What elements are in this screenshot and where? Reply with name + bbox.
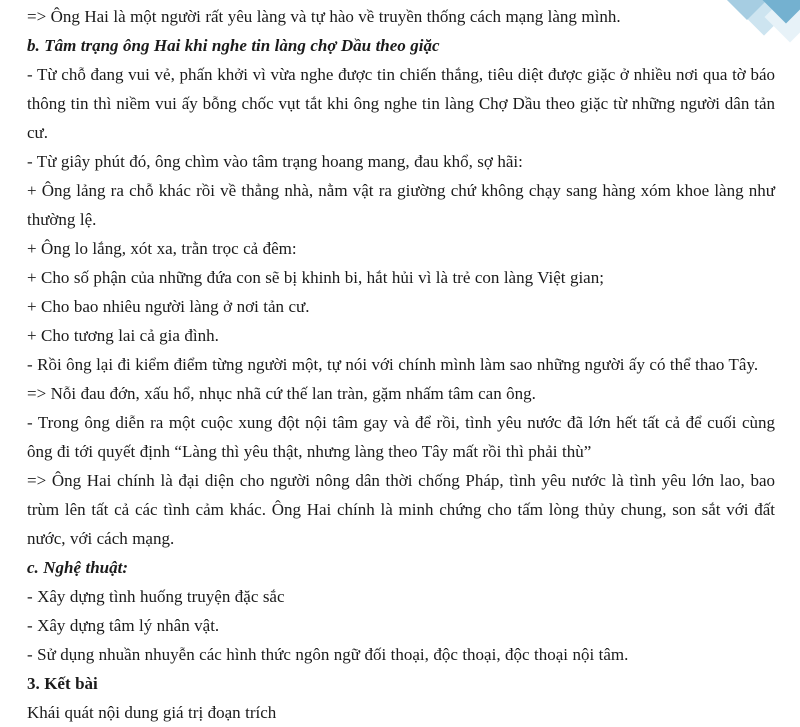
paragraph: + Cho bao nhiêu người làng ở nơi tản cư. <box>27 297 310 316</box>
paragraph: => Ông Hai là một người rất yêu làng và tự hào về truyền thống cách mạng làng mình. <box>27 7 621 26</box>
section-heading: c. Nghệ thuật: <box>27 558 128 577</box>
paragraph: - Trong ông diễn ra một cuộc xung đột nội tâm gay và để rồi, tình yêu nước đã lớn hết tất cả để cuối cùng ông đi tới quyết định “Làng thì yêu thật, nhưng làng theo Tây mất rồi thì phải thù” <box>27 413 775 461</box>
paragraph: => Nỗi đau đớn, xấu hổ, nhục nhã cứ thế lan tràn, gặm nhấm tâm can ông. <box>27 384 536 403</box>
section-heading: b. Tâm trạng ông Hai khi nghe tin làng chợ Dầu theo giặc <box>27 36 440 55</box>
section-heading: 3. Kết bài <box>27 674 98 693</box>
paragraph: - Từ chỗ đang vui vẻ, phấn khởi vì vừa nghe được tin chiến thắng, tiêu diệt được giặc ở nhiều nơi qua tờ báo thông tin thì niềm vui ấy bỗng chốc vụt tắt khi ông nghe tin làng Chợ Dầu theo giặc từ những người dân tản cư. <box>27 65 775 142</box>
paragraph: => Ông Hai chính là đại diện cho người nông dân thời chống Pháp, tình yêu nước là tình yêu lớn lao, bao trùm lên tất cả các tình cảm khác. Ông Hai chính là minh chứng cho tấm lòng thủy chung, son sắt với đất nước, với cách mạng. <box>27 471 775 548</box>
paragraph: - Rồi ông lại đi kiểm điểm từng người một, tự nói với chính mình làm sao những người ấy có thể thao Tây. <box>27 355 759 374</box>
paragraph: + Ông lảng ra chỗ khác rồi về thẳng nhà, nằm vật ra giường chứ không chạy sang hàng xóm khoe làng như thường lệ. <box>27 181 775 229</box>
paragraph: - Xây dựng tâm lý nhân vật. <box>27 616 220 635</box>
paragraph: + Ông lo lắng, xót xa, trằn trọc cả đêm: <box>27 239 297 258</box>
paragraph: - Từ giây phút đó, ông chìm vào tâm trạng hoang mang, đau khổ, sợ hãi: <box>27 152 523 171</box>
paragraph: - Sử dụng nhuần nhuyễn các hình thức ngôn ngữ đối thoại, độc thoại, độc thoại nội tâm. <box>27 645 629 664</box>
paragraph: Khái quát nội dung giá trị đoạn trích <box>27 703 277 722</box>
paragraph: + Cho tương lai cả gia đình. <box>27 326 219 345</box>
paragraph: + Cho số phận của những đứa con sẽ bị khinh bi, hắt hủi vì là trẻ con làng Việt gian; <box>27 268 604 287</box>
paragraph: - Xây dựng tình huống truyện đặc sắc <box>27 587 285 606</box>
